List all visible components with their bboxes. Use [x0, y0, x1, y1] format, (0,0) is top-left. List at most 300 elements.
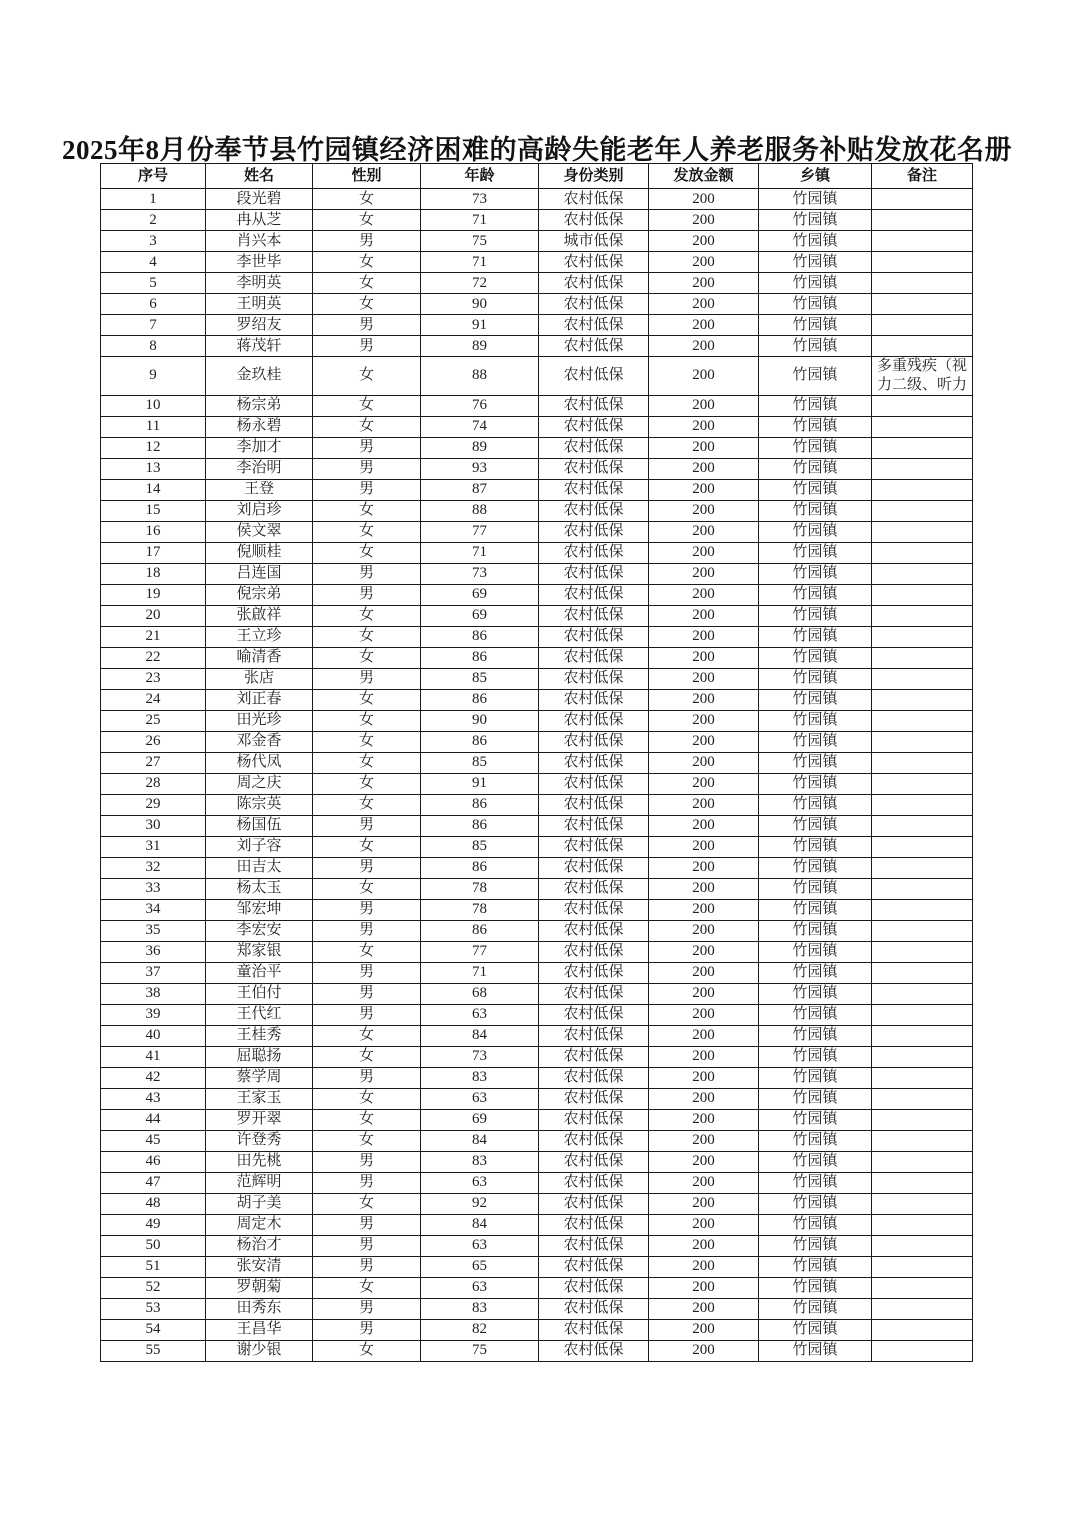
cell-name: 谢少银	[206, 1340, 313, 1361]
cell-remark	[872, 210, 973, 231]
table-row	[101, 1004, 973, 1025]
cell-amount: 200	[649, 962, 759, 983]
column-header-name: 姓名	[206, 164, 313, 189]
cell-identity-category: 农村低保	[539, 1151, 649, 1172]
cell-amount: 200	[649, 920, 759, 941]
cell-identity-category: 农村低保	[539, 878, 649, 899]
cell-remark	[872, 647, 973, 668]
cell-age: 86	[421, 647, 539, 668]
cell-seq-no: 30	[101, 815, 206, 836]
cell-remark	[872, 794, 973, 815]
cell-seq-no: 5	[101, 273, 206, 294]
table-row	[101, 941, 973, 962]
cell-township: 竹园镇	[759, 315, 872, 336]
cell-name: 王伯付	[206, 983, 313, 1004]
table-row	[101, 273, 973, 294]
cell-identity-category: 农村低保	[539, 315, 649, 336]
table-row	[101, 189, 973, 210]
cell-township: 竹园镇	[759, 1109, 872, 1130]
cell-seq-no: 36	[101, 941, 206, 962]
cell-age: 78	[421, 878, 539, 899]
cell-gender: 女	[313, 1046, 421, 1067]
cell-age: 87	[421, 479, 539, 500]
cell-seq-no: 28	[101, 773, 206, 794]
cell-amount: 200	[649, 1067, 759, 1088]
cell-amount: 200	[649, 983, 759, 1004]
cell-age: 78	[421, 899, 539, 920]
cell-township: 竹园镇	[759, 773, 872, 794]
cell-seq-no: 47	[101, 1172, 206, 1193]
cell-name: 田秀东	[206, 1298, 313, 1319]
roster-table	[100, 163, 973, 1362]
cell-remark	[872, 1235, 973, 1256]
cell-identity-category: 农村低保	[539, 416, 649, 437]
cell-gender: 女	[313, 647, 421, 668]
cell-age: 71	[421, 210, 539, 231]
cell-seq-no: 31	[101, 836, 206, 857]
cell-remark	[872, 773, 973, 794]
cell-name: 李世毕	[206, 252, 313, 273]
table-row	[101, 1130, 973, 1151]
cell-name: 杨宗弟	[206, 395, 313, 416]
cell-seq-no: 3	[101, 231, 206, 252]
cell-amount: 200	[649, 1046, 759, 1067]
cell-amount: 200	[649, 1298, 759, 1319]
cell-age: 91	[421, 773, 539, 794]
column-header-amount: 发放金额	[649, 164, 759, 189]
cell-name: 倪顺桂	[206, 542, 313, 563]
cell-seq-no: 25	[101, 710, 206, 731]
cell-name: 邓金香	[206, 731, 313, 752]
cell-age: 85	[421, 668, 539, 689]
cell-remark	[872, 815, 973, 836]
table-row	[101, 710, 973, 731]
cell-seq-no: 54	[101, 1319, 206, 1340]
cell-name: 胡子美	[206, 1193, 313, 1214]
cell-gender: 女	[313, 189, 421, 210]
cell-gender: 女	[313, 521, 421, 542]
cell-amount: 200	[649, 500, 759, 521]
cell-name: 田光珍	[206, 710, 313, 731]
cell-township: 竹园镇	[759, 1025, 872, 1046]
cell-township: 竹园镇	[759, 1214, 872, 1235]
cell-gender: 男	[313, 668, 421, 689]
cell-amount: 200	[649, 1193, 759, 1214]
cell-identity-category: 农村低保	[539, 252, 649, 273]
cell-age: 63	[421, 1172, 539, 1193]
cell-remark	[872, 542, 973, 563]
table-row	[101, 794, 973, 815]
cell-name: 罗绍友	[206, 315, 313, 336]
table-row	[101, 857, 973, 878]
cell-township: 竹园镇	[759, 920, 872, 941]
cell-township: 竹园镇	[759, 1004, 872, 1025]
cell-remark	[872, 857, 973, 878]
table-row	[101, 731, 973, 752]
cell-age: 73	[421, 1046, 539, 1067]
cell-seq-no: 50	[101, 1235, 206, 1256]
cell-seq-no: 46	[101, 1151, 206, 1172]
cell-identity-category: 农村低保	[539, 1004, 649, 1025]
cell-gender: 男	[313, 920, 421, 941]
cell-seq-no: 42	[101, 1067, 206, 1088]
cell-seq-no: 27	[101, 752, 206, 773]
cell-identity-category: 农村低保	[539, 857, 649, 878]
cell-remark	[872, 458, 973, 479]
cell-seq-no: 24	[101, 689, 206, 710]
cell-name: 王明英	[206, 294, 313, 315]
cell-seq-no: 9	[101, 357, 206, 396]
cell-seq-no: 18	[101, 563, 206, 584]
table-row	[101, 1235, 973, 1256]
cell-name: 许登秀	[206, 1130, 313, 1151]
cell-identity-category: 农村低保	[539, 357, 649, 396]
cell-amount: 200	[649, 1172, 759, 1193]
cell-township: 竹园镇	[759, 941, 872, 962]
table-row	[101, 962, 973, 983]
cell-remark	[872, 626, 973, 647]
cell-seq-no: 16	[101, 521, 206, 542]
cell-amount: 200	[649, 836, 759, 857]
cell-seq-no: 39	[101, 1004, 206, 1025]
cell-seq-no: 26	[101, 731, 206, 752]
table-row	[101, 983, 973, 1004]
cell-identity-category: 农村低保	[539, 1088, 649, 1109]
cell-amount: 200	[649, 437, 759, 458]
table-row	[101, 1277, 973, 1298]
cell-township: 竹园镇	[759, 668, 872, 689]
cell-identity-category: 农村低保	[539, 1277, 649, 1298]
cell-amount: 200	[649, 521, 759, 542]
cell-name: 王登	[206, 479, 313, 500]
cell-age: 84	[421, 1025, 539, 1046]
cell-amount: 200	[649, 689, 759, 710]
table-row	[101, 416, 973, 437]
cell-remark	[872, 983, 973, 1004]
cell-age: 63	[421, 1235, 539, 1256]
cell-gender: 女	[313, 878, 421, 899]
cell-gender: 男	[313, 899, 421, 920]
cell-seq-no: 22	[101, 647, 206, 668]
cell-township: 竹园镇	[759, 1046, 872, 1067]
cell-identity-category: 农村低保	[539, 983, 649, 1004]
cell-gender: 女	[313, 731, 421, 752]
table-row	[101, 231, 973, 252]
cell-age: 77	[421, 941, 539, 962]
cell-remark	[872, 668, 973, 689]
table-row	[101, 1088, 973, 1109]
cell-gender: 男	[313, 1172, 421, 1193]
cell-age: 85	[421, 752, 539, 773]
cell-name: 陈宗英	[206, 794, 313, 815]
cell-seq-no: 53	[101, 1298, 206, 1319]
table-row	[101, 836, 973, 857]
cell-seq-no: 40	[101, 1025, 206, 1046]
cell-township: 竹园镇	[759, 231, 872, 252]
cell-gender: 男	[313, 1214, 421, 1235]
cell-age: 63	[421, 1004, 539, 1025]
cell-remark	[872, 437, 973, 458]
cell-identity-category: 城市低保	[539, 231, 649, 252]
cell-township: 竹园镇	[759, 1235, 872, 1256]
table-row	[101, 542, 973, 563]
cell-identity-category: 农村低保	[539, 1193, 649, 1214]
cell-township: 竹园镇	[759, 605, 872, 626]
cell-identity-category: 农村低保	[539, 210, 649, 231]
cell-age: 90	[421, 294, 539, 315]
cell-age: 69	[421, 1109, 539, 1130]
table-row	[101, 1214, 973, 1235]
cell-seq-no: 19	[101, 584, 206, 605]
cell-identity-category: 农村低保	[539, 1256, 649, 1277]
cell-remark	[872, 605, 973, 626]
cell-identity-category: 农村低保	[539, 336, 649, 357]
cell-age: 75	[421, 1340, 539, 1361]
cell-identity-category: 农村低保	[539, 899, 649, 920]
cell-remark	[872, 899, 973, 920]
cell-seq-no: 10	[101, 395, 206, 416]
cell-identity-category: 农村低保	[539, 294, 649, 315]
cell-seq-no: 17	[101, 542, 206, 563]
table-row	[101, 315, 973, 336]
cell-identity-category: 农村低保	[539, 1214, 649, 1235]
cell-gender: 女	[313, 1277, 421, 1298]
cell-remark	[872, 315, 973, 336]
cell-name: 刘启珍	[206, 500, 313, 521]
cell-remark	[872, 395, 973, 416]
cell-gender: 男	[313, 1004, 421, 1025]
table-row	[101, 521, 973, 542]
cell-gender: 男	[313, 315, 421, 336]
cell-township: 竹园镇	[759, 357, 872, 396]
cell-amount: 200	[649, 231, 759, 252]
cell-age: 65	[421, 1256, 539, 1277]
cell-amount: 200	[649, 1235, 759, 1256]
cell-seq-no: 41	[101, 1046, 206, 1067]
cell-age: 84	[421, 1214, 539, 1235]
cell-age: 86	[421, 689, 539, 710]
cell-seq-no: 8	[101, 336, 206, 357]
cell-gender: 男	[313, 1235, 421, 1256]
cell-gender: 女	[313, 605, 421, 626]
cell-identity-category: 农村低保	[539, 647, 649, 668]
cell-name: 杨代凤	[206, 752, 313, 773]
cell-age: 63	[421, 1088, 539, 1109]
cell-amount: 200	[649, 1214, 759, 1235]
cell-name: 罗开翠	[206, 1109, 313, 1130]
cell-name: 张啟祥	[206, 605, 313, 626]
cell-identity-category: 农村低保	[539, 521, 649, 542]
cell-gender: 女	[313, 773, 421, 794]
table-row	[101, 1067, 973, 1088]
table-row	[101, 626, 973, 647]
cell-name: 邹宏坤	[206, 899, 313, 920]
table-row	[101, 563, 973, 584]
cell-amount: 200	[649, 1130, 759, 1151]
cell-amount: 200	[649, 647, 759, 668]
cell-remark	[872, 1025, 973, 1046]
cell-remark	[872, 1256, 973, 1277]
table-row	[101, 1109, 973, 1130]
cell-identity-category: 农村低保	[539, 1109, 649, 1130]
column-header-remark: 备注	[872, 164, 973, 189]
cell-gender: 女	[313, 1109, 421, 1130]
cell-township: 竹园镇	[759, 752, 872, 773]
cell-township: 竹园镇	[759, 189, 872, 210]
cell-identity-category: 农村低保	[539, 542, 649, 563]
cell-remark	[872, 479, 973, 500]
cell-age: 68	[421, 983, 539, 1004]
cell-township: 竹园镇	[759, 857, 872, 878]
cell-amount: 200	[649, 395, 759, 416]
cell-remark	[872, 1067, 973, 1088]
cell-name: 童治平	[206, 962, 313, 983]
cell-gender: 男	[313, 584, 421, 605]
cell-township: 竹园镇	[759, 584, 872, 605]
cell-seq-no: 23	[101, 668, 206, 689]
table-row	[101, 336, 973, 357]
cell-name: 喻清香	[206, 647, 313, 668]
cell-identity-category: 农村低保	[539, 1067, 649, 1088]
cell-seq-no: 37	[101, 962, 206, 983]
cell-identity-category: 农村低保	[539, 773, 649, 794]
table-row	[101, 357, 973, 396]
cell-identity-category: 农村低保	[539, 962, 649, 983]
cell-name: 杨太玉	[206, 878, 313, 899]
cell-amount: 200	[649, 1151, 759, 1172]
cell-seq-no: 51	[101, 1256, 206, 1277]
cell-remark	[872, 1088, 973, 1109]
table-row	[101, 1193, 973, 1214]
table-row	[101, 1151, 973, 1172]
cell-remark	[872, 920, 973, 941]
cell-gender: 男	[313, 336, 421, 357]
cell-name: 金玖桂	[206, 357, 313, 396]
cell-seq-no: 13	[101, 458, 206, 479]
table-header-row	[101, 164, 973, 189]
cell-age: 93	[421, 458, 539, 479]
cell-remark	[872, 1193, 973, 1214]
cell-township: 竹园镇	[759, 210, 872, 231]
cell-township: 竹园镇	[759, 1277, 872, 1298]
cell-seq-no: 12	[101, 437, 206, 458]
cell-remark	[872, 689, 973, 710]
column-header-age: 年龄	[421, 164, 539, 189]
cell-name: 刘正春	[206, 689, 313, 710]
cell-amount: 200	[649, 294, 759, 315]
cell-age: 71	[421, 962, 539, 983]
cell-seq-no: 6	[101, 294, 206, 315]
table-row	[101, 437, 973, 458]
cell-age: 71	[421, 252, 539, 273]
table-row	[101, 210, 973, 231]
cell-township: 竹园镇	[759, 563, 872, 584]
cell-identity-category: 农村低保	[539, 437, 649, 458]
cell-amount: 200	[649, 794, 759, 815]
cell-remark	[872, 731, 973, 752]
cell-name: 李加才	[206, 437, 313, 458]
cell-remark	[872, 500, 973, 521]
cell-gender: 女	[313, 294, 421, 315]
cell-age: 83	[421, 1298, 539, 1319]
table-row	[101, 395, 973, 416]
cell-gender: 女	[313, 752, 421, 773]
cell-gender: 男	[313, 815, 421, 836]
cell-gender: 女	[313, 273, 421, 294]
cell-seq-no: 52	[101, 1277, 206, 1298]
cell-identity-category: 农村低保	[539, 794, 649, 815]
cell-identity-category: 农村低保	[539, 836, 649, 857]
cell-township: 竹园镇	[759, 294, 872, 315]
cell-amount: 200	[649, 1004, 759, 1025]
cell-remark	[872, 294, 973, 315]
cell-amount: 200	[649, 189, 759, 210]
cell-seq-no: 7	[101, 315, 206, 336]
cell-gender: 女	[313, 357, 421, 396]
cell-name: 杨国伍	[206, 815, 313, 836]
cell-identity-category: 农村低保	[539, 273, 649, 294]
cell-amount: 200	[649, 315, 759, 336]
cell-remark	[872, 1298, 973, 1319]
cell-identity-category: 农村低保	[539, 189, 649, 210]
cell-identity-category: 农村低保	[539, 500, 649, 521]
cell-name: 李治明	[206, 458, 313, 479]
cell-amount: 200	[649, 605, 759, 626]
cell-identity-category: 农村低保	[539, 689, 649, 710]
cell-name: 杨永碧	[206, 416, 313, 437]
cell-gender: 男	[313, 983, 421, 1004]
cell-gender: 女	[313, 1025, 421, 1046]
cell-name: 冉从芝	[206, 210, 313, 231]
cell-township: 竹园镇	[759, 815, 872, 836]
cell-amount: 200	[649, 1256, 759, 1277]
cell-amount: 200	[649, 273, 759, 294]
table-row	[101, 252, 973, 273]
cell-age: 83	[421, 1151, 539, 1172]
table-row	[101, 1046, 973, 1067]
cell-identity-category: 农村低保	[539, 458, 649, 479]
document-title: 2025年8月份奉节县竹园镇经济困难的高龄失能老年人养老服务补贴发放花名册	[62, 135, 1012, 165]
cell-seq-no: 11	[101, 416, 206, 437]
cell-name: 张店	[206, 668, 313, 689]
cell-township: 竹园镇	[759, 1298, 872, 1319]
cell-township: 竹园镇	[759, 1088, 872, 1109]
cell-remark	[872, 836, 973, 857]
cell-seq-no: 45	[101, 1130, 206, 1151]
cell-township: 竹园镇	[759, 710, 872, 731]
cell-seq-no: 38	[101, 983, 206, 1004]
cell-gender: 女	[313, 395, 421, 416]
cell-township: 竹园镇	[759, 1067, 872, 1088]
cell-remark	[872, 336, 973, 357]
cell-township: 竹园镇	[759, 1193, 872, 1214]
cell-identity-category: 农村低保	[539, 1319, 649, 1340]
cell-township: 竹园镇	[759, 1319, 872, 1340]
cell-amount: 200	[649, 1109, 759, 1130]
cell-name: 李宏安	[206, 920, 313, 941]
cell-name: 李明英	[206, 273, 313, 294]
cell-age: 82	[421, 1319, 539, 1340]
cell-remark	[872, 710, 973, 731]
cell-township: 竹园镇	[759, 689, 872, 710]
cell-identity-category: 农村低保	[539, 1025, 649, 1046]
cell-remark	[872, 1046, 973, 1067]
cell-age: 91	[421, 315, 539, 336]
table-row	[101, 1340, 973, 1361]
cell-age: 86	[421, 731, 539, 752]
cell-age: 77	[421, 521, 539, 542]
cell-gender: 女	[313, 794, 421, 815]
